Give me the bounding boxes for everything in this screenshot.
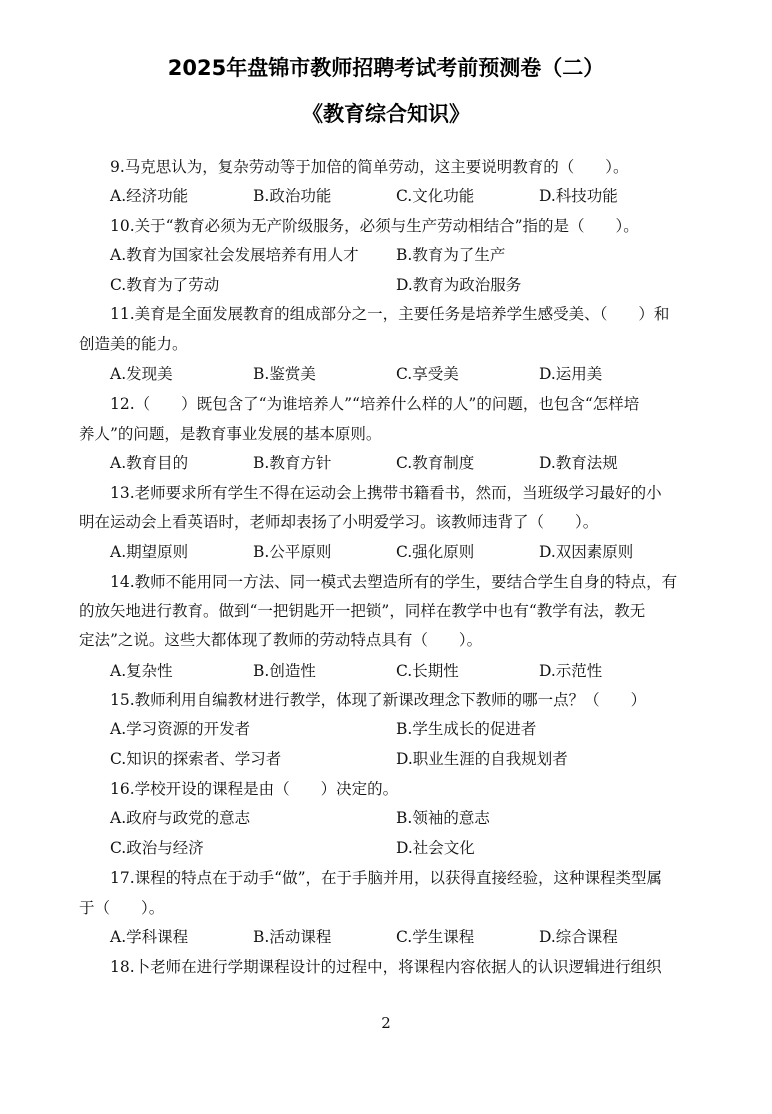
question-text-line: 15.教师利用自编教材进行教学，体现了新课改理念下教师的哪一点？（ ）	[110, 691, 647, 709]
answer-option: C.文化功能	[396, 187, 475, 205]
question-text-line: 于（ ）。	[79, 899, 165, 917]
document-subtitle: 《教育综合知识》	[302, 102, 470, 126]
question-text-line: 养人”的问题，是教育事业发展的基本原则。	[79, 425, 382, 443]
answer-option: B.领袖的意志	[396, 809, 490, 827]
question-text-line: 定法”之说。这些大都体现了教师的劳动特点具有（ ）。	[79, 631, 483, 649]
answer-option: A.发现美	[110, 365, 173, 383]
answer-option: D.职业生涯的自我规划者	[396, 750, 568, 768]
answer-option: B.公平原则	[253, 543, 332, 561]
answer-option: B.创造性	[253, 662, 316, 680]
answer-option: C.学生课程	[396, 928, 475, 946]
answer-option: A.期望原则	[110, 543, 189, 561]
answer-option: A.复杂性	[110, 662, 173, 680]
answer-option: C.长期性	[396, 662, 459, 680]
question-text-line: 14.教师不能用同一方法、同一模式去塑造所有的学生，要结合学生自身的特点，有	[110, 573, 678, 591]
answer-option: B.鉴赏美	[253, 365, 316, 383]
question-text-line: 16.学校开设的课程是由（ ）决定的。	[110, 780, 399, 798]
answer-option: A.学科课程	[110, 928, 189, 946]
answer-option: B.活动课程	[253, 928, 332, 946]
answer-option: D.运用美	[539, 365, 603, 383]
answer-option: D.科技功能	[539, 187, 618, 205]
document-title: 2025年盘锦市教师招聘考试考前预测卷（二）	[167, 56, 605, 80]
answer-option: C.享受美	[396, 365, 459, 383]
question-text-line: 18.卜老师在进行学期课程设计的过程中，将课程内容依据人的认识逻辑进行组织	[110, 958, 662, 976]
question-text-line: 11.美育是全面发展教育的组成部分之一，主要任务是培养学生感受美、（ ）和	[110, 305, 670, 323]
answer-option: D.示范性	[539, 662, 603, 680]
answer-option: A.教育为国家社会发展培养有用人才	[110, 246, 359, 264]
answer-option: D.教育为政治服务	[396, 276, 522, 294]
answer-option: C.强化原则	[396, 543, 475, 561]
answer-option: A.政府与政党的意志	[110, 809, 251, 827]
answer-option: B.政治功能	[253, 187, 332, 205]
question-text-line: 12.（ ）既包含了“为谁培养人”“培养什么样的人”的问题，也包含“怎样培	[110, 395, 640, 413]
answer-option: B.教育为了生产	[396, 246, 506, 264]
question-text-line: 明在运动会上看英语时，老师却表扬了小明爱学习。该教师违背了（ ）。	[79, 513, 599, 531]
answer-option: D.双因素原则	[539, 543, 634, 561]
question-text-line: 9.马克思认为，复杂劳动等于加倍的简单劳动，这主要说明教育的（ ）。	[110, 158, 629, 176]
answer-option: B.教育方针	[253, 454, 332, 472]
question-text-line: 17.课程的特点在于动手“做”，在于手脑并用，以获得直接经验，这种课程类型属	[110, 869, 663, 887]
question-text-line: 的放矢地进行教育。做到“一把钥匙开一把锁”，同样在教学中也有“教学有法，教无	[79, 602, 646, 620]
question-text-line: 10.关于“教育必须为无产阶级服务，必须与生产劳动相结合”指的是（ ）。	[110, 217, 639, 235]
answer-option: C.知识的探索者、学习者	[110, 750, 282, 768]
question-text-line: 13.老师要求所有学生不得在运动会上携带书籍看书，然而，当班级学习最好的小	[110, 484, 662, 502]
answer-option: D.教育法规	[539, 454, 618, 472]
answer-option: A.经济功能	[110, 187, 189, 205]
answer-option: C.教育为了劳动	[110, 276, 220, 294]
answer-option: D.综合课程	[539, 928, 618, 946]
answer-option: A.教育目的	[110, 454, 189, 472]
answer-option: D.社会文化	[396, 839, 475, 857]
answer-option: C.政治与经济	[110, 839, 204, 857]
answer-option: C.教育制度	[396, 454, 475, 472]
answer-option: B.学生成长的促进者	[396, 720, 537, 738]
question-text-line: 创造美的能力。	[79, 335, 188, 353]
page-number: 2	[381, 1014, 391, 1032]
answer-option: A.学习资源的开发者	[110, 720, 251, 738]
